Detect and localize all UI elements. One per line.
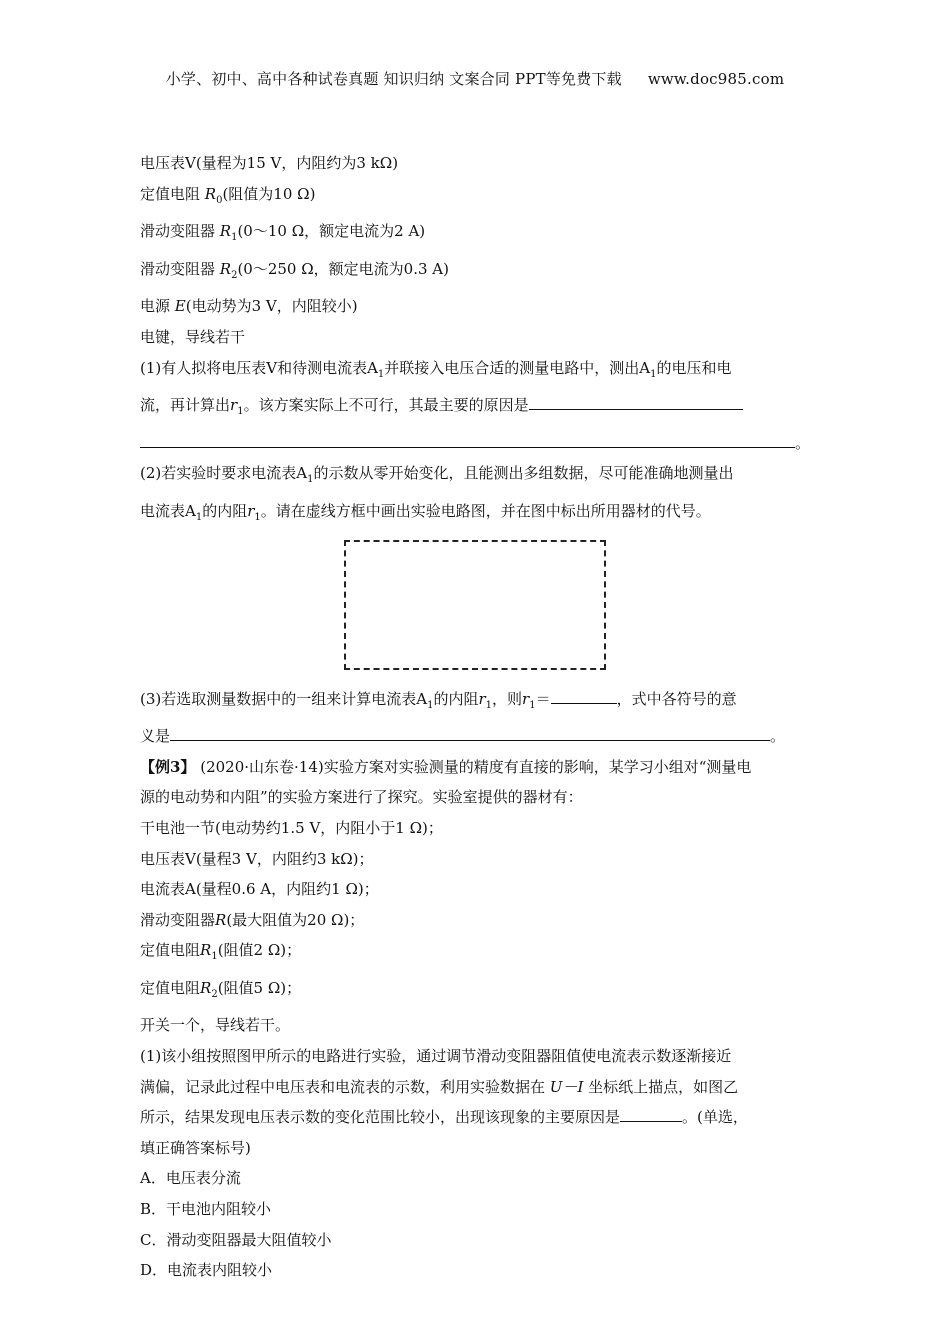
- answer-blank[interactable]: [140, 429, 795, 448]
- equipment-voltmeter-2: 电压表V(量程3 V，内阻约3 kΩ)；: [140, 849, 374, 868]
- equipment-cell: 干电池一节(电动势约1.5 V，内阻小于1 Ω)；: [140, 818, 443, 837]
- ex3-question-1-line-1: (1)该小组按照图甲所示的电路进行实验，通过调节滑动变阻器阻值使电流表示数逐渐接近: [140, 1047, 732, 1066]
- equipment-r0: 定值电阻 $R_0$(阻值为10 Ω): [140, 184, 316, 206]
- example-3-line-2: 源的电动势和内阻”的实验方案进行了探究。实验室提供的器材有：: [140, 788, 583, 807]
- ex3-question-1-line-3: 所示，结果发现电压表示数的变化范围比较小，出现该现象的主要原因是 。(单选，: [140, 1102, 812, 1133]
- equipment-fixed-r2: 定值电阻$R_2$(阻值5 Ω)；: [140, 978, 302, 1000]
- example-3-line-1: 【例3】 (2020·山东卷·14)实验方案对实验测量的精度有直接的影响，某学习小组对“测量电: [140, 757, 752, 776]
- question-2-line-2: 电流表$A_1$的内阻$r_1$。请在虚线方框中画出实验电路图，并在图中标出所用器材的代号。: [140, 501, 711, 523]
- dashed-answer-box[interactable]: [344, 540, 606, 670]
- equipment-source: 电源 E(电动势为3 V，内阻较小): [140, 297, 358, 316]
- example-tag: 【例3】: [140, 757, 196, 776]
- question-1-line-3: 。: [140, 428, 812, 459]
- question-3-line-1: (3)若选取测量数据中的一组来计算电流表$A_1$的内阻$r_1$，则$r_1=$ ，式中各符号的意: [140, 684, 812, 722]
- circuit-drawing-area: [140, 540, 812, 680]
- answer-blank[interactable]: [620, 1103, 682, 1122]
- equipment-fixed-r1: 定值电阻$R_1$(阻值2 Ω)；: [140, 941, 302, 963]
- ex3-question-1-line-4: 填正确答案标号): [140, 1138, 251, 1157]
- question-1-line-1: (1)有人拟将电压表V和待测电流表$A_1$并联接入电压合适的测量电路中，测出$A_1$的电压和电: [140, 358, 732, 380]
- option-a[interactable]: A．电压表分流: [140, 1169, 241, 1188]
- answer-blank[interactable]: [529, 391, 743, 410]
- header-left-text: 小学、初中、高中各种试卷真题 知识归纳 文案合同 PPT等免费下载: [165, 70, 622, 88]
- equipment-switch: 电键，导线若干: [140, 327, 246, 346]
- option-d[interactable]: D．电流表内阻较小: [140, 1261, 273, 1280]
- equipment-ammeter: 电流表A(量程0.6 A，内阻约1 Ω)；: [140, 880, 379, 899]
- header-website: www.doc985.com: [647, 70, 785, 88]
- equipment-switch-2: 开关一个，导线若干。: [140, 1016, 291, 1035]
- equipment-r1: 滑动变阻器 $R_1(0\sim 10$ Ω，额定电流为2 A): [140, 222, 426, 244]
- question-3-line-2: 义是 。: [140, 721, 812, 752]
- ex3-question-1-line-2: 满偏，记录此过程中电压表和电流表的示数，利用实验数据在 U－I 坐标纸上描点，如图乙: [140, 1077, 739, 1096]
- question-1-line-2: 流，再计算出$r_1$。该方案实际上不可行，其最主要的原因是: [140, 390, 812, 428]
- document-body: [140, 148, 812, 1286]
- equipment-rheostat: 滑动变阻器R(最大阻值为20 Ω)；: [140, 910, 365, 929]
- answer-blank[interactable]: [551, 685, 617, 704]
- option-c[interactable]: C．滑动变阻器最大阻值较小: [140, 1230, 332, 1249]
- equipment-r2: 滑动变阻器 $R_2(0\sim 250$ Ω，额定电流为0.3 A): [140, 259, 449, 281]
- page-header: [0, 68, 950, 89]
- question-2-line-1: (2)若实验时要求电流表$A_1$的示数从零开始变化，且能测出多组数据，尽可能准确地测量出: [140, 464, 734, 486]
- equipment-voltmeter: 电压表V(量程为15 V，内阻约为3 kΩ): [140, 154, 399, 172]
- option-b[interactable]: B．干电池内阻较小: [140, 1200, 272, 1219]
- answer-blank[interactable]: [170, 722, 770, 741]
